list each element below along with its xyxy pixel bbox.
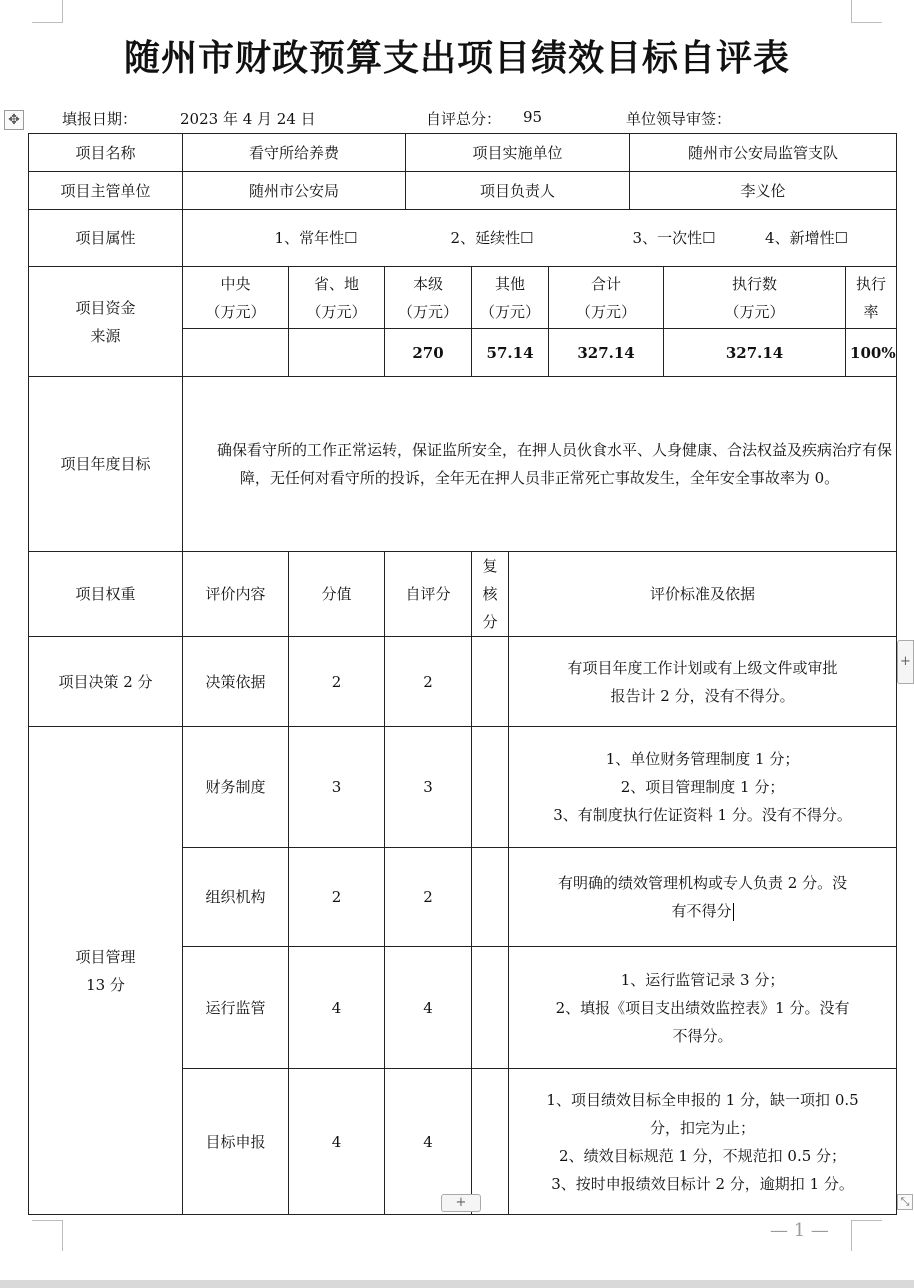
funding-value-other[interactable]: 57.14 <box>472 329 549 377</box>
project-name-value[interactable]: 看守所给养费 <box>183 134 406 172</box>
attribute-new-checkbox[interactable]: 4、新增性☐ <box>765 229 849 247</box>
funding-header-line1: 执行数 <box>732 274 778 293</box>
funding-header-province <box>289 267 385 329</box>
funding-header-line2: （万元） <box>576 302 637 321</box>
criteria-line: 报告计 2 分，没有不得分。 <box>610 686 795 705</box>
header-score: 分值 <box>289 552 385 637</box>
page-bottom-band <box>0 1280 914 1288</box>
operation-score[interactable]: 4 <box>289 947 385 1069</box>
row-funding-headers <box>29 267 897 329</box>
supervisor-label: 项目主管单位 <box>29 172 183 210</box>
table-move-icon[interactable]: ✥ <box>4 110 24 130</box>
funding-header-executed <box>664 267 846 329</box>
finance-system-self-score[interactable]: 3 <box>385 727 472 848</box>
criteria-line: 3、按时申报绩效目标计 2 分，逾期扣 1 分。 <box>551 1174 854 1193</box>
row-annual-goal <box>29 377 897 552</box>
header-content: 评价内容 <box>183 552 289 637</box>
finance-system-review-score[interactable] <box>472 727 509 848</box>
finance-system-criteria[interactable] <box>509 727 897 848</box>
total-score-label: 自评总分： <box>426 110 502 128</box>
page-corner-mark-bottom-left <box>32 1220 63 1251</box>
header-criteria: 评价标准及依据 <box>509 552 897 637</box>
organization-criteria[interactable] <box>509 848 897 947</box>
funding-label-line1: 项目资金 <box>75 298 136 317</box>
operation-self-score[interactable]: 4 <box>385 947 472 1069</box>
text-cursor <box>733 903 734 921</box>
funding-header-line1: 中央 <box>220 274 251 293</box>
attribute-continuing-checkbox[interactable]: 2、延续性☐ <box>450 229 534 247</box>
row-decision <box>29 637 897 727</box>
funding-header-line1: 执行 <box>856 274 887 293</box>
funding-value-rate[interactable]: 100% <box>846 329 897 377</box>
decision-review-score[interactable] <box>472 637 509 727</box>
attribute-options <box>183 210 897 267</box>
funding-header-line2: （万元） <box>724 302 785 321</box>
funding-source-label <box>29 267 183 377</box>
page-number: — 1 — <box>770 1220 829 1241</box>
funding-header-line1: 本级 <box>413 274 444 293</box>
row-score-headers <box>29 552 897 637</box>
funding-header-line2: 率 <box>863 302 879 321</box>
criteria-line <box>513 897 892 925</box>
decision-score[interactable]: 2 <box>289 637 385 727</box>
declaration-content: 目标申报 <box>183 1069 289 1215</box>
criteria-line-text: 有不得分 <box>671 902 732 920</box>
page-corner-mark-top-right <box>851 0 882 23</box>
operation-content: 运行监管 <box>183 947 289 1069</box>
funding-header-rate <box>846 267 897 329</box>
attribute-perennial-checkbox[interactable]: 1、常年性☐ <box>274 229 358 247</box>
declaration-review-score[interactable] <box>472 1069 509 1215</box>
declaration-criteria[interactable] <box>509 1069 897 1215</box>
criteria-line: 分，扣完为止； <box>650 1118 756 1137</box>
criteria-line: 3、有制度执行佐证资料 1 分。没有不得分。 <box>553 806 852 824</box>
operation-criteria[interactable] <box>509 947 897 1069</box>
manager-value[interactable]: 李义伦 <box>630 172 897 210</box>
funding-header-total <box>549 267 664 329</box>
fill-date-value: 2023 年 4 月 24 日 <box>180 110 316 128</box>
funding-header-line1: 合计 <box>591 274 622 293</box>
funding-value-local[interactable]: 270 <box>385 329 472 377</box>
total-score-value: 95 <box>523 108 543 126</box>
add-row-button[interactable]: + <box>441 1194 481 1212</box>
funding-header-line2: （万元） <box>398 302 459 321</box>
funding-header-other <box>472 267 549 329</box>
management-weight-line2: 13 分 <box>86 975 125 994</box>
row-project-name <box>29 134 897 172</box>
criteria-line: 不得分。 <box>672 1026 733 1045</box>
attribute-onetime-checkbox[interactable]: 3、一次性☐ <box>632 229 716 247</box>
header-self-score: 自评分 <box>385 552 472 637</box>
organization-review-score[interactable] <box>472 848 509 947</box>
criteria-line: 1、项目绩效目标全申报的 1 分，缺一项扣 0.5 <box>546 1090 859 1109</box>
funding-header-line1: 其他 <box>495 274 526 293</box>
impl-unit-value[interactable]: 随州市公安局监管支队 <box>630 134 897 172</box>
operation-review-score[interactable] <box>472 947 509 1069</box>
manager-label: 项目负责人 <box>406 172 630 210</box>
annual-goal-label: 项目年度目标 <box>29 377 183 552</box>
fill-date-label: 填报日期： <box>62 110 138 128</box>
declaration-self-score[interactable]: 4 <box>385 1069 472 1215</box>
criteria-line: 1、单位财务管理制度 1 分； <box>605 750 800 768</box>
header-weight: 项目权重 <box>29 552 183 637</box>
decision-criteria[interactable] <box>509 637 897 727</box>
funding-header-line2: （万元） <box>306 302 367 321</box>
impl-unit-label: 项目实施单位 <box>406 134 630 172</box>
decision-self-score[interactable]: 2 <box>385 637 472 727</box>
table-resize-icon[interactable]: ⤡ <box>897 1194 913 1210</box>
row-supervisor <box>29 172 897 210</box>
decision-weight: 项目决策 2 分 <box>29 637 183 727</box>
funding-value-central[interactable] <box>183 329 289 377</box>
funding-header-line2: （万元） <box>480 302 541 321</box>
funding-value-executed[interactable]: 327.14 <box>664 329 846 377</box>
funding-value-province[interactable] <box>289 329 385 377</box>
funding-label-line2: 来源 <box>90 326 121 345</box>
management-weight <box>29 727 183 1215</box>
management-weight-line1: 项目管理 <box>75 947 136 966</box>
attribute-label: 项目属性 <box>29 210 183 267</box>
criteria-line: 2、项目管理制度 1 分； <box>620 778 785 796</box>
header-review-score: 复核分 <box>472 552 509 637</box>
finance-system-score[interactable]: 3 <box>289 727 385 848</box>
add-column-button[interactable]: + <box>897 640 914 684</box>
organization-score[interactable]: 2 <box>289 848 385 947</box>
self-evaluation-table <box>28 133 897 1215</box>
criteria-line: 有明确的绩效管理机构或专人负责 2 分。没 <box>558 874 848 892</box>
funding-header-line1: 省、地 <box>313 274 359 293</box>
criteria-line: 2、绩效目标规范 1 分，不规范扣 0.5 分； <box>559 1146 847 1165</box>
row-finance-system <box>29 727 897 848</box>
criteria-line: 1、运行监管记录 3 分； <box>620 970 785 989</box>
annual-goal-text[interactable]: 确保看守所的工作正常运转，保证监所安全，在押人员伙食水平、人身健康、合法权益及疾病治疗有保障，无任何对看守所的投诉，全年无在押人员非正常死亡事故发生，全年安全事故率为 0。 <box>183 377 897 552</box>
page-corner-mark-bottom-right <box>851 1220 882 1251</box>
document-title: 随州市财政预算支出项目绩效目标自评表 <box>123 38 790 79</box>
declaration-score[interactable]: 4 <box>289 1069 385 1215</box>
organization-content: 组织机构 <box>183 848 289 947</box>
project-name-label: 项目名称 <box>29 134 183 172</box>
supervisor-value[interactable]: 随州市公安局 <box>183 172 406 210</box>
funding-header-central <box>183 267 289 329</box>
funding-header-line2: （万元） <box>205 302 266 321</box>
finance-system-content: 财务制度 <box>183 727 289 848</box>
row-attributes <box>29 210 897 267</box>
criteria-line: 有项目年度工作计划或有上级文件或审批 <box>567 658 838 677</box>
criteria-line: 2、填报《项目支出绩效监控表》1 分。没有 <box>555 998 850 1017</box>
leader-review-label: 单位领导审签： <box>626 110 732 128</box>
organization-self-score[interactable]: 2 <box>385 848 472 947</box>
funding-value-total[interactable]: 327.14 <box>549 329 664 377</box>
page-corner-mark-top-left <box>32 0 63 23</box>
decision-content: 决策依据 <box>183 637 289 727</box>
funding-header-local <box>385 267 472 329</box>
